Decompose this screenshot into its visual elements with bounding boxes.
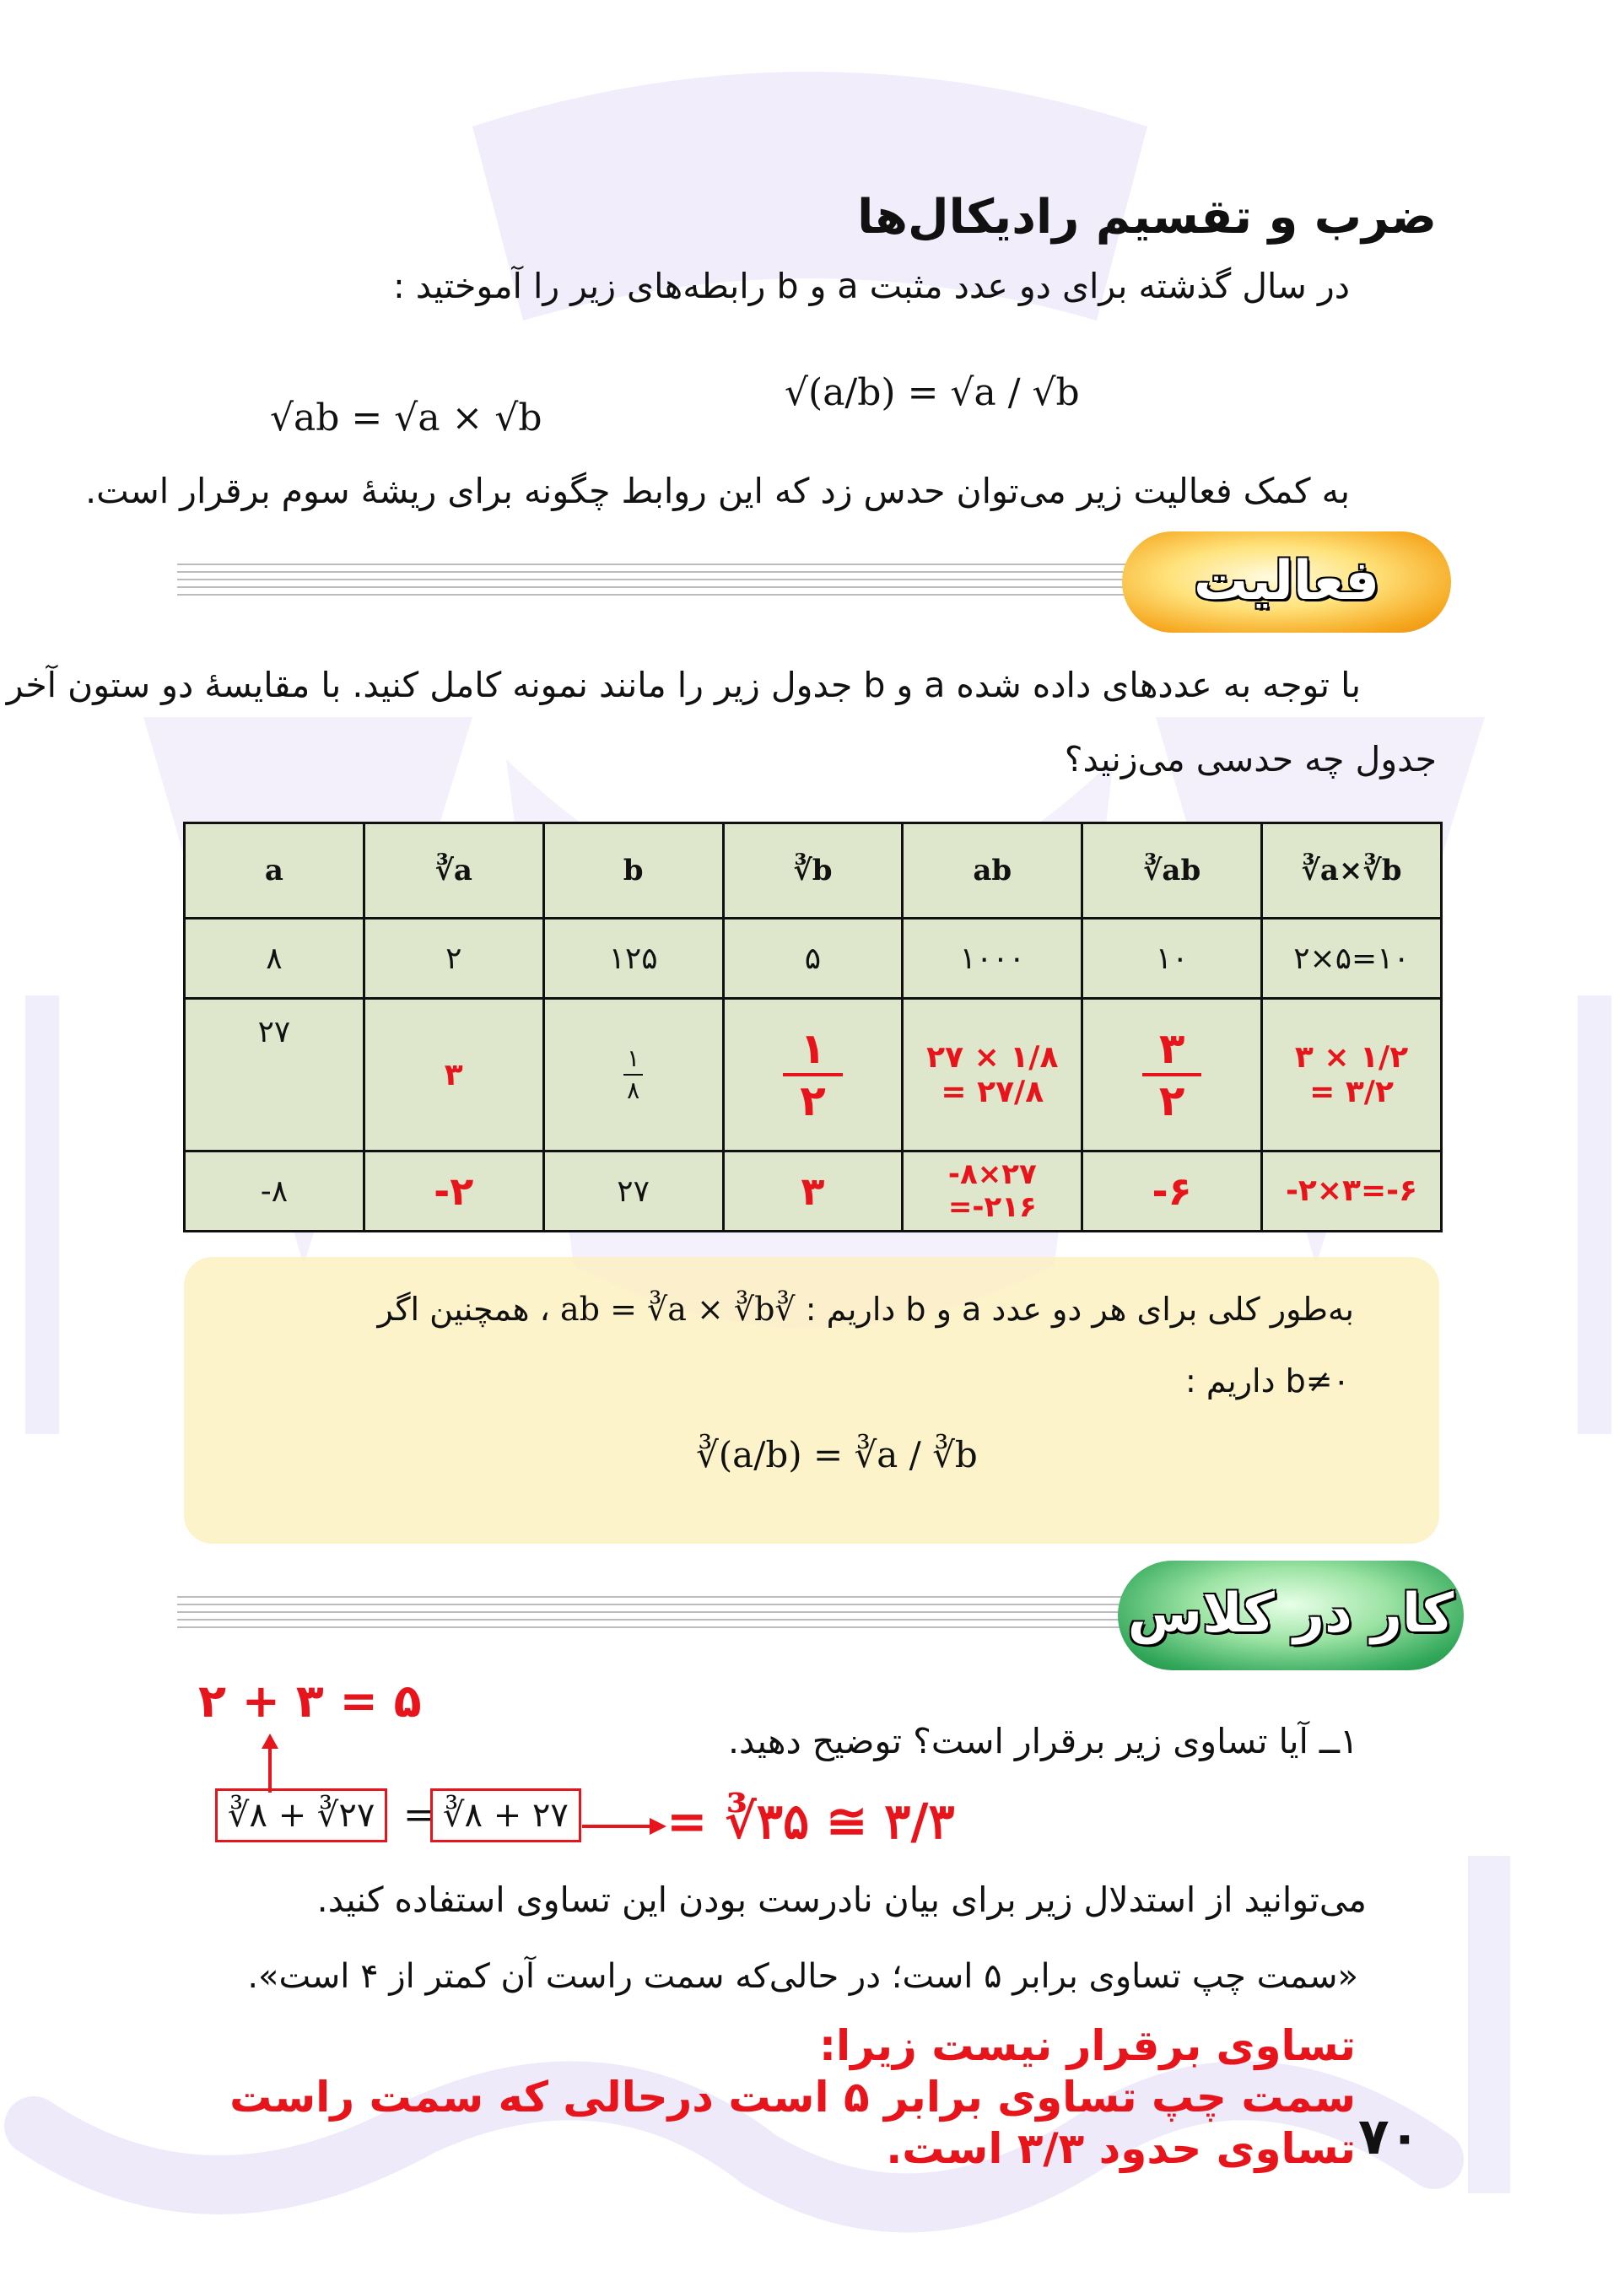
header-cbrt-product: ∛a×∛b: [1262, 823, 1442, 919]
table-cell-answer: [903, 999, 1082, 1151]
summary-quotient-formula: ∛(a/b) = ∛a / ∛b: [696, 1434, 978, 1475]
intro-text: در سال گذشته برای دو عدد مثبت a و b رابطه‌های زیر را آموختید :: [392, 266, 1350, 306]
fraction-numerator: ۱: [623, 1047, 643, 1076]
table-row: [185, 999, 1442, 1151]
table-cell: [543, 999, 723, 1151]
fraction: [623, 1044, 643, 1104]
right-arrow-icon: [582, 1814, 666, 1839]
summary-line1: [377, 1291, 1354, 1328]
formula-quotient-rule: √(a/b) = √a / √b: [785, 371, 1080, 414]
answer-line: = ۲۷/۸: [941, 1075, 1044, 1109]
table-cell-answer: -۶: [1082, 1151, 1262, 1232]
answer-line: سمت چپ تساوی برابر ۵ است درحالی که سمت راست: [229, 2073, 1356, 2122]
table-cell-answer: [1082, 999, 1262, 1151]
boxed-right-expression: ∛۸ + ۲۷: [430, 1788, 581, 1842]
header-b: b: [543, 823, 723, 919]
up-arrow-icon: [253, 1734, 287, 1793]
cell-value: ۲۷: [257, 1015, 291, 1049]
table-cell-answer: -۲×۳=-۶: [1262, 1151, 1442, 1232]
fraction-numerator: ۳: [1142, 1027, 1202, 1076]
fraction: [1142, 1024, 1202, 1125]
table-row: [185, 919, 1442, 999]
activity-banner: فعالیت: [1122, 531, 1451, 633]
header-cbrt-a: ∛a: [364, 823, 543, 919]
table-row: [185, 1151, 1442, 1232]
annotation-sum-note: ۲ + ۳ = ۵: [198, 1675, 422, 1728]
fraction-numerator: ۱: [783, 1027, 843, 1076]
fraction: [783, 1024, 843, 1125]
annotation-cbrt-35: = ∛۳۵ ≅ ۳/۳: [666, 1793, 955, 1850]
activity-banner-lines: [177, 564, 1130, 601]
section-title: ضرب و تقسیم رادیکال‌ها: [857, 190, 1437, 245]
fraction-denominator: ۲: [800, 1076, 826, 1125]
header-cbrt-b: ∛b: [723, 823, 903, 919]
table-cell-answer: ۳: [723, 1151, 903, 1232]
boxed-left-expression: ∛۸ + ∛۲۷: [215, 1788, 387, 1842]
table-cell: ۱۲۵: [543, 919, 723, 999]
table-cell-answer: -۸×۲۷ =-۲۱۶: [903, 1151, 1082, 1232]
cube-root-table: [183, 822, 1443, 1232]
activity-instruction-line1: با توجه به عددهای داده شده a و b جدول زیر را مانند نمونه کامل کنید. با مقایسهٔ دو ستون آخر: [6, 665, 1361, 705]
answer-line: تساوی حدود ۳/۳ است.: [886, 2124, 1356, 2173]
table-cell: ۲×۵=۱۰: [1262, 919, 1442, 999]
summary-line2: b≠۰ داریم :: [1184, 1362, 1350, 1399]
table-cell: ۲: [364, 919, 543, 999]
classwork-reasoning-intro: می‌توانید از استدلال زیر برای بیان نادرست بودن این تساوی استفاده کنید.: [316, 1879, 1367, 1920]
summary-product-formula: ∛ab = ∛a × ∛b: [560, 1291, 796, 1328]
table-cell: ۸: [185, 919, 364, 999]
table-cell-answer: ۳: [364, 999, 543, 1151]
summary-tail: ، همچنین اگر: [377, 1291, 550, 1328]
header-ab: ab: [903, 823, 1082, 919]
table-cell: ۱۰: [1082, 919, 1262, 999]
table-cell: ۵: [723, 919, 903, 999]
classwork-question-1: ۱ــ آیا تساوی زیر برقرار است؟ توضیح دهید.: [727, 1721, 1358, 1761]
equals-sign: =: [403, 1793, 434, 1836]
table-cell: ۲۷: [543, 1151, 723, 1232]
handwritten-answer: [229, 2020, 1356, 2175]
table-header-row: [185, 823, 1442, 919]
table-cell: [185, 999, 364, 1151]
intro-question: به کمک فعالیت زیر می‌توان حدس زد که این روابط چگونه برای ریشهٔ سوم برقرار است.: [85, 471, 1350, 511]
answer-line: ۳ × ۱/۲: [1294, 1039, 1409, 1075]
table-cell: -۸: [185, 1151, 364, 1232]
fraction-denominator: ۸: [627, 1076, 640, 1104]
summary-text: به‌طور کلی برای هر دو عدد a و b داریم :: [805, 1291, 1354, 1328]
classwork-banner-lines: [177, 1596, 1122, 1633]
answer-line: تساوی برقرار نیست زیرا:: [819, 2021, 1356, 2070]
classwork-reasoning-quote: «سمت چپ تساوی برابر ۵ است؛ در حالی‌که سمت راست آن کمتر از ۴ است».: [247, 1957, 1358, 1996]
fraction-denominator: ۲: [1158, 1076, 1185, 1125]
header-cbrt-ab: ∛ab: [1082, 823, 1262, 919]
formula-product-rule: √ab = √a × √b: [270, 396, 542, 440]
answer-line: = ۳/۲: [1309, 1075, 1394, 1109]
table-cell-answer: -۲: [364, 1151, 543, 1232]
table-cell-answer: [723, 999, 903, 1151]
table-cell-answer: [1262, 999, 1442, 1151]
answer-line: ۲۷ × ۱/۸: [926, 1039, 1059, 1075]
header-a: a: [185, 823, 364, 919]
activity-instruction-line2: جدول چه حدسی می‌زنید؟: [1064, 739, 1437, 779]
page-number: ۷۰: [1358, 2107, 1421, 2166]
classwork-banner: کار در کلاس: [1118, 1561, 1464, 1670]
table-cell: ۱۰۰۰: [903, 919, 1082, 999]
